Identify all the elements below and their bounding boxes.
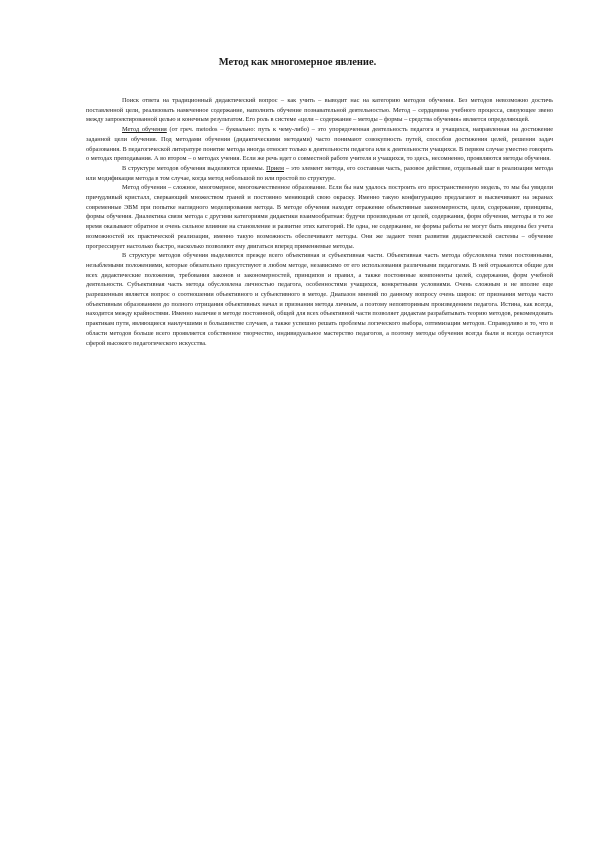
paragraph-techniques — [86, 164, 553, 183]
document-body — [86, 96, 553, 348]
paragraph-method-definition — [86, 125, 553, 164]
paragraph-techniques-start: В структуре методов обучения выделяются приемы. — [122, 164, 267, 172]
paragraph-objective-subjective: В структуре методов обучения выделяются прежде всего объективная и субъективная части. Объективная часть метода обусловлена теми постоянными, незыблемыми положениями, которые обязательно присутствуют в любом методе, независимо от его использования различными педагогами. В ней отражаются общие для всех дидактические положения, требования законов и закономерностей, принципов и правил, а также постоянные компоненты целей, содержания, форм учебной деятельности. Субъективная часть метода обусловлена личностью педагога, особенностями учащихся, конкретными условиями. Очень сложным и не вполне еще разрешенным является вопрос о соотношении объективного и субъективного в методе. Диапазон мнений по данному вопросу очень широк: от признания метода часто объективным образованием до полного отрицания объективных начал и признания метода личным, а поэтому неповторимым произведением педагога. Истина, как всегда, находится между крайностями. Именно наличие в методе постоянной, общей для всех объективной части позволяет дидактам разрабатывать теорию методов, рекомендовать практикам пути, являющиеся наилучшими в большинстве случаев, а также успешно решать проблемы логического выбора, оптимизации методов. Справедливо и то, что в области методов больше всего проявляется собственное творчество, индивидуальное мастерство педагогов, а поэтому методы обучения всегда были и всегда останутся сферой высокого педагогического искусства. — [86, 252, 553, 347]
paragraph-multidimensional: Метод обучения – сложное, многомерное, многокачественное образование. Если бы нам удалось построить его пространственную модель, то мы бы увидели причудливый кристалл, сверкающий множеством граней и постоянно меняющий свою окраску. Именно такую конфигурацию предлагают и высвечивают на экранах современные ЭВМ при попытке наглядного моделирования метода. В методе обучения находят отражение объективные закономерности, цели, содержание, принципы, формы обучения. Диалектика связи метода с другими категориями дидактики взаимообратная: будучи производным от целей, содержания, форм обучения, методы в то же время оказывают обратное и очень сильное влияние на становление и развитие этих категорий. Не одна, не содержание, не формы работы не могут быть введены без учета возможностей их практической реализации, именно такую возможность обеспечивают методы. Они же задают темп развития дидактической системы – обучение прогрессирует настолько быстро, насколько позволяют ему двигаться вперед применяемые методы. — [86, 184, 553, 250]
paragraph-intro: Поиск ответа на традиционный дидактический вопрос – как учить – выводит нас на категорию методов обучения. Без методов невозможно достичь поставленной цели, реализовать намеченное содержание, наполнить обучение познавательной деятельностью. Метод – сердцевина учебного процесса, связующее звено между запроектированной целью и конечным результатом. Его роль в системе «цели – содержание – методы – формы – средства обучения» является определяющей. — [86, 97, 553, 124]
paragraph-techniques-text: – это элемент метода, его составная часть, разовое действие, отдельный шаг в реализации метода или модификация метода в том случае, когда метод небольшой по или простой по структуре. — [86, 164, 553, 182]
term-method: Метод обучения — [122, 126, 167, 134]
term-technique: Прием — [266, 164, 284, 172]
page-title: Метод как многомерное явление. — [218, 57, 377, 68]
paragraph-method-definition-text: (от греч. metodos – буквально: путь к чему-либо) – это упорядоченная деятельность педагога и учащихся, направленная на достижение заданной цели обучения. Под методами обучения (дидактическими методами) часто понимают совокупность путей, способов достижения целей, решения задач образования. В педагогической литературе понятие метода иногда относят только к деятельности педагога или к деятельности учащихся. В первом случае уместно говорить о методах преподавания. А во втором – о методах учения. Если же речь идет о совместной работе учителя и учащихся, то здесь, несомненно, проявляются методы обучения. — [86, 126, 553, 163]
